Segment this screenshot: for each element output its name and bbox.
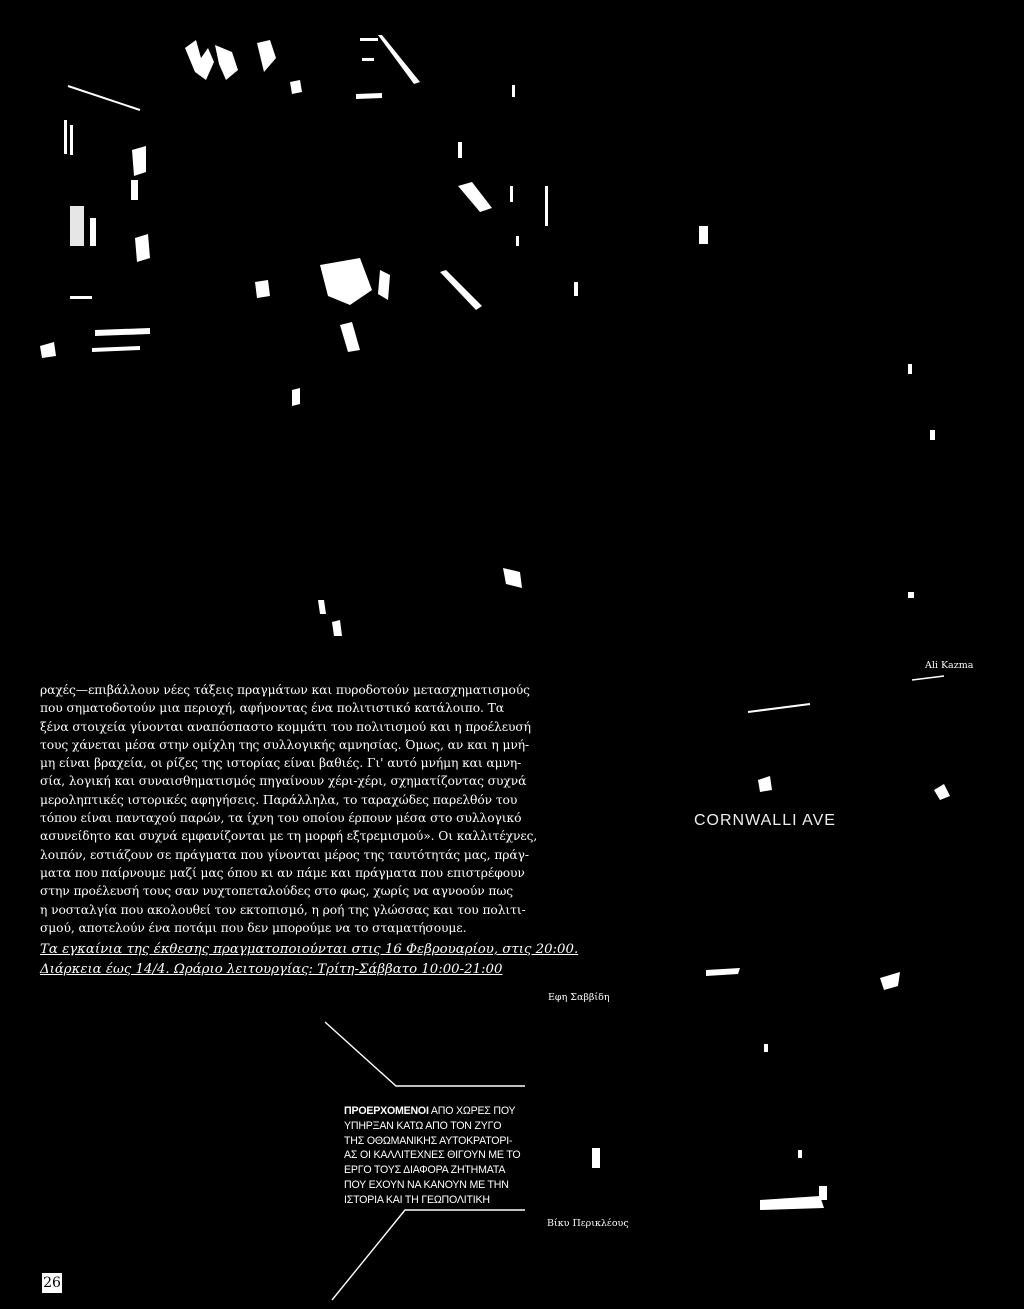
body-line: η νοσταλγία που ακολουθεί τον εκτοπισμό, η ροή της γλώσσας και του πολιτι- <box>40 902 526 917</box>
pull-quote-line: ΑΠΟ ΧΩΡΕΣ ΠΟΥ <box>428 1105 516 1117</box>
event-info <box>40 940 600 980</box>
pull-quote-lead: ΠΡΟΕΡΧΟΜΕΝΟΙ <box>344 1105 429 1117</box>
pull-quote-line: ΑΣ ΟΙ ΚΑΛΛΙΤΕΧΝΕΣ ΘΙΓΟΥΝ ΜΕ ΤΟ <box>344 1149 521 1162</box>
body-line: σία, λογική και συναισθηματισμός πηγαίνουν χέρι-χέρι, σχηματίζοντας συχνά <box>40 774 527 789</box>
event-opening-line: Τα εγκαίνια της έκθεσης πραγματοποιούνται στις 16 Φεβρουαρίου, στις 20:00. <box>40 942 579 957</box>
photo-credit-middle: Εφη Σαββίδη <box>548 992 610 1003</box>
body-line: ραχές—επιβάλλουν νέες τάξεις πραγμάτων και πυροδοτούν μετασχηματισμούς <box>40 683 530 697</box>
page-number: 26 <box>41 1272 63 1294</box>
photo-credit-bottom: Βίκυ Περικλέους <box>547 1218 629 1229</box>
pull-quote-line: ΤΗΣ ΟΘΩΜΑΝΙΚΗΣ ΑΥΤΟΚΡΑΤΟΡΙ- <box>344 1134 513 1147</box>
pull-quote <box>344 1104 534 1208</box>
street-sign-text: CORNWALLI AVE <box>694 812 836 829</box>
body-line: στην προέλευσή τους σαν νυχτοπεταλούδες στο φως, χωρίς να αγνοούν πως <box>40 884 514 899</box>
pull-quote-first-line <box>344 1104 534 1119</box>
pull-quote-line: ΙΣΤΟΡΙΑ ΚΑΙ ΤΗ ΓΕΩΠΟΛΙΤΙΚΗ <box>344 1193 490 1206</box>
body-line: μη είναι βραχεία, οι ρίζες της ιστορίας είναι βαθιές. Γι' αυτό μνήμη και αμνη- <box>40 756 522 771</box>
body-line: σμού, αποτελούν ένα ποτάμι που δεν μπορούμε να το σταματήσουμε. <box>40 920 467 935</box>
pull-quote-line: ΕΡΓΟ ΤΟΥΣ ΔΙΑΦΟΡΑ ΖΗΤΗΜΑΤΑ <box>344 1164 506 1177</box>
body-line: τους χάνεται μέσα στην ομίχλη της συλλογικής αμνησίας. Όμως, αν και η μνή- <box>40 737 530 752</box>
body-line: ασυνείδητο και συχνά εμφανίζονται με τη μορφή εξτρεμισμού». Οι καλλιτέχνες, <box>40 829 538 844</box>
body-line: μεροληπτικές ιστορικές αφηγήσεις. Παράλληλα, το ταραχώδες παρελθόν του <box>40 792 518 807</box>
pull-quote-line: ΠΟΥ ΕΧΟΥΝ ΝΑ ΚΑΝΟΥΝ ΜΕ ΤΗΝ <box>344 1178 509 1191</box>
photo-credit-top: Ali Kazma <box>925 660 974 671</box>
body-line: ματα που παίρνουμε μαζί μας όπου κι αν πάμε και πράγματα που επιστρέφουν <box>40 865 525 880</box>
pull-quote-line: ΥΠΗΡΞΑΝ ΚΑΤΩ ΑΠΟ ΤΟΝ ΖΥΓΟ <box>344 1119 502 1132</box>
event-hours-line: Διάρκεια έως 14/4. Ωράριο λειτουργίας: Τρίτη-Σάββατο 10:00-21:00 <box>40 962 503 977</box>
body-line: που σηματοδοτούν μια περιοχή, αφήνοντας ένα πολιτιστικό κατάλοιπο. Τα <box>40 701 504 716</box>
body-line: ξένα στοιχεία γίνονται αναπόσπαστο κομμάτι του πολιτισμού και η προέλευσή <box>40 719 531 734</box>
body-line: τόπου είναι πανταχού παρών, τα ίχνη του οποίου έρπουν μέσα στο συλλογικό <box>40 811 522 826</box>
article-body <box>40 681 572 937</box>
body-line: λοιπόν, εστιάζουν σε πράγματα που γίνονται μέρος της ταυτότητάς μας, πράγ- <box>40 847 529 862</box>
